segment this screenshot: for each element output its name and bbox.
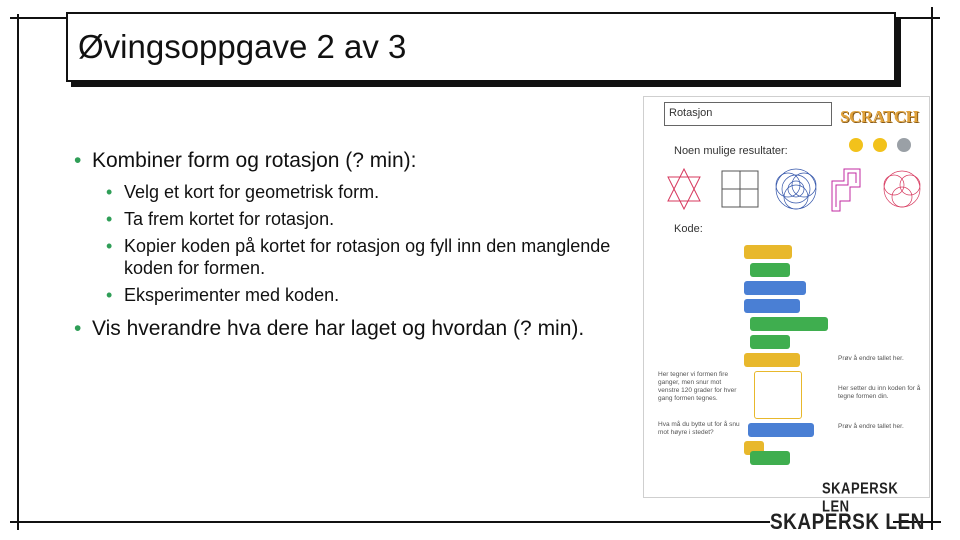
card-note-right-2: Her setter du inn koden for å tegne formen din. — [838, 385, 921, 400]
card-note-left-1: Her tegner vi formen fire ganger, men snur mot venstre 120 grader for hver gang formen tegnes. — [658, 371, 737, 402]
sub-bullet-1: • Velg et kort for geometrisk form. — [106, 181, 634, 203]
code-block — [748, 423, 814, 437]
card-title: Rotasjon — [669, 107, 713, 119]
sub-bullet-4: • Eksperimenter med koden. — [106, 284, 634, 306]
code-block — [744, 245, 792, 259]
code-block — [744, 299, 800, 313]
code-label: Kode: — [674, 223, 703, 235]
card-footer-logo: SKAPERSK LEN — [822, 479, 899, 515]
bullet-1: • Kombiner form og rotasjon (? min): — [74, 148, 634, 173]
card-note-right-3: Prøv å endre tallet her. — [838, 423, 904, 430]
scratch-logo: SCRATCH — [840, 107, 919, 126]
rotation-card-image — [643, 96, 930, 515]
sub-bullet-2: • Ta frem kortet for rotasjon. — [106, 208, 634, 230]
frame-tick — [931, 516, 933, 530]
skaperskolen-logo: SKAPERSK LEN — [770, 510, 925, 535]
difficulty-icons — [844, 135, 924, 155]
code-block — [744, 353, 800, 367]
bullet-2: • Vis hverandre hva dere har laget og hvordan (? min). — [74, 316, 634, 341]
title-box — [66, 12, 896, 82]
frame-left-line — [17, 14, 19, 530]
frame-right-line — [931, 14, 933, 530]
code-block-slot — [754, 371, 802, 419]
card-title-box — [664, 102, 832, 126]
sub-bullet-3: • Kopier koden på kortet for rotasjon og fyll inn den manglende koden for formen. — [106, 235, 634, 279]
slide-title: Øvingsoppgave 2 av 3 — [78, 28, 407, 65]
card-note-left-2: Hva må du bytte ut for å snu mot høyre i stedet? — [658, 421, 740, 436]
code-block — [750, 451, 790, 465]
code-block — [750, 335, 790, 349]
sub-bullet-list — [106, 181, 634, 306]
code-block — [750, 263, 790, 277]
frame-top-line — [10, 17, 66, 19]
frame-bottom-line — [10, 521, 770, 523]
bullet-content — [74, 148, 634, 349]
scratch-code-blocks — [744, 237, 834, 467]
frame-tick — [931, 7, 933, 21]
code-block — [750, 317, 828, 331]
card-note-right-1: Prøv å endre tallet her. — [838, 355, 904, 362]
code-block — [744, 281, 806, 295]
card-subtitle: Noen mulige resultater: — [674, 145, 788, 157]
frame-tick — [17, 516, 19, 530]
result-shapes-icon — [664, 161, 924, 217]
